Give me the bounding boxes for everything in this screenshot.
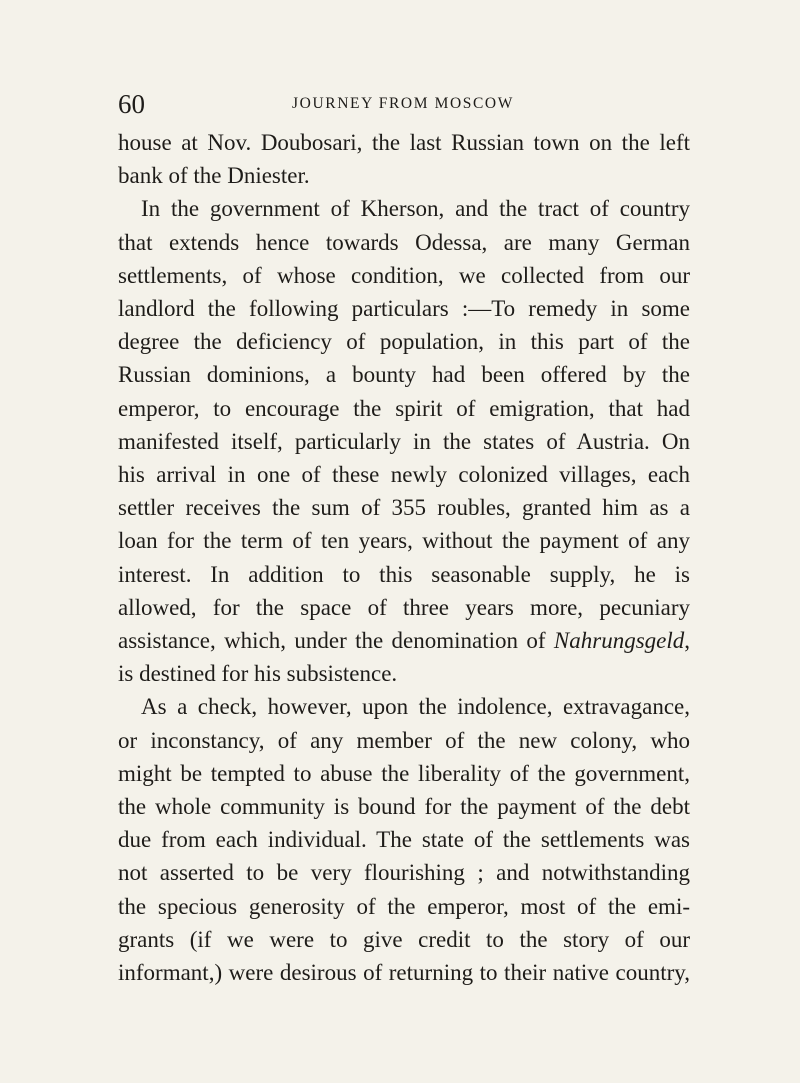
text-line: house at Nov. Doubosari, the last Russian town on the left [118, 130, 690, 155]
text-line: informant,) were desirous of returning to their native country, [118, 960, 690, 986]
text-line: or inconstancy, of any member of the new colony, who [118, 727, 690, 753]
text-line: settlements, of whose condition, we collected from our [118, 262, 690, 288]
text-line: loan for the term of ten years, without the payment of any [118, 528, 690, 554]
text-line: Russian dominions, a bounty had been offered by the [118, 362, 690, 388]
text-line: due from each individual. The state of the settlements was [118, 827, 690, 853]
italic-term: Nahrungsgeld [553, 628, 685, 654]
text-line: his arrival in one of these newly colonized villages, each [118, 462, 690, 488]
text-line: that extends hence towards Odessa, are many German [118, 229, 690, 255]
text-line: allowed, for the space of three years more, pecuniary [118, 594, 690, 620]
body-text [118, 126, 690, 989]
text-line: interest. In addition to this seasonable supply, he is [118, 561, 690, 587]
text-line: not asserted to be very flourishing ; and notwithstanding [118, 860, 690, 886]
text-line: degree the deficiency of population, in this part of the [118, 329, 690, 355]
text-line: bank of the Dniester. [118, 163, 310, 189]
text-line: emperor, to encourage the spirit of emigration, that had [118, 395, 690, 421]
text-line: manifested itself, particularly in the states of Austria. On [118, 428, 690, 454]
text-line: the whole community is bound for the payment of the debt [118, 794, 690, 820]
text-line: the specious generosity of the emperor, most of the emi- [118, 893, 690, 919]
text-line: In the government of Kherson, and the tract of country [141, 196, 690, 222]
text-line: assistance, which, under the denomination of Nahrungsgeld, [118, 628, 691, 654]
text-line: grants (if we were to give credit to the story of our [118, 926, 690, 952]
page-number: 60 [118, 89, 145, 119]
text-line: settler receives the sum of 355 roubles, granted him as a [118, 495, 690, 521]
text-line: landlord the following particulars :—To remedy in some [118, 296, 690, 322]
text-line: As a check, however, upon the indolence, extravagance, [141, 694, 690, 720]
text-line: is destined for his subsistence. [118, 661, 398, 687]
running-head [118, 88, 688, 120]
running-title: JOURNEY FROM MOSCOW [292, 95, 514, 112]
text-line: might be tempted to abuse the liberality of the government, [118, 760, 690, 786]
